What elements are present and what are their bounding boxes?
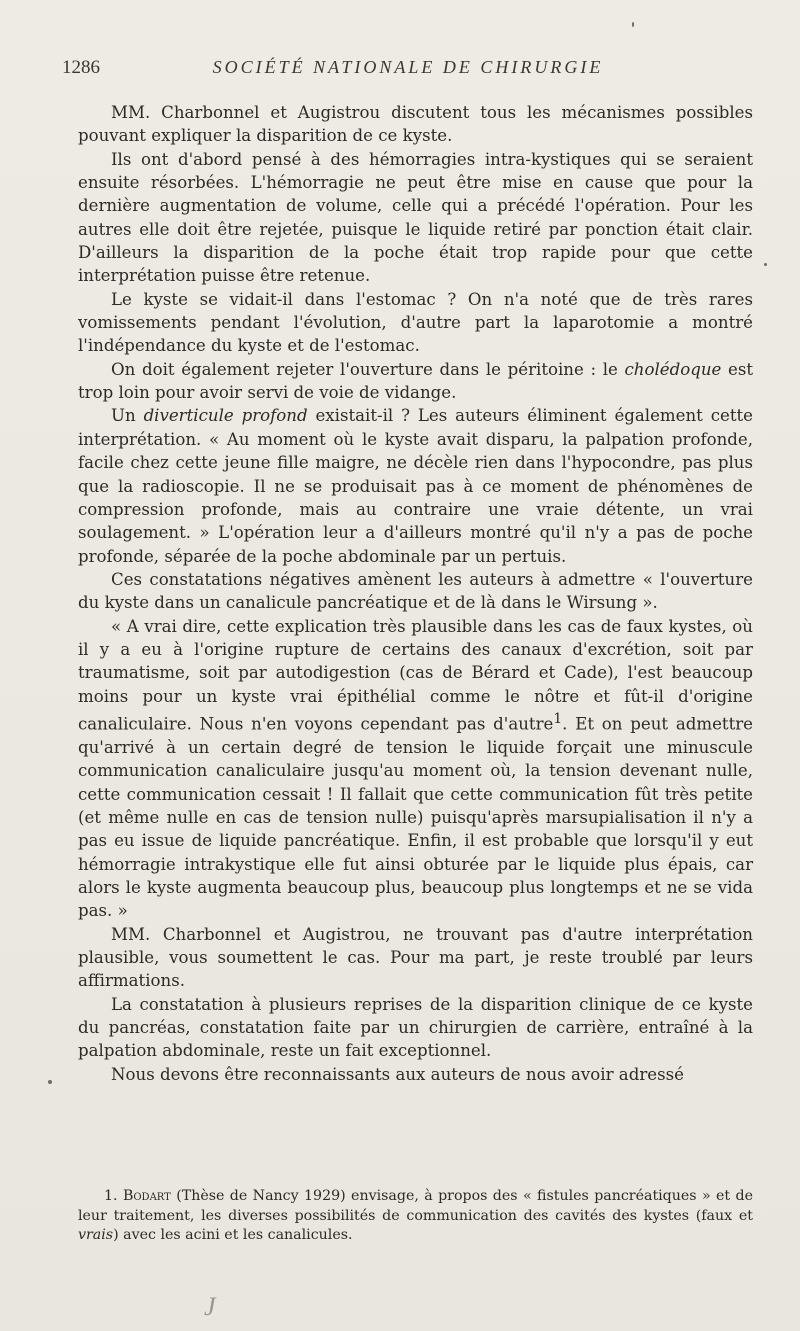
running-title: SOCIÉTÉ NATIONALE DE CHIRURGIE bbox=[212, 57, 604, 77]
footnotes bbox=[78, 1187, 753, 1246]
paragraph: La constatation à plusieurs reprises de la disparition clinique de ce kyste du pancréas, constatation faite par un chirurgien de carrière, entraîné à la palpation abdominale, reste un fait exceptionnel. bbox=[78, 994, 753, 1061]
text-run: « A vrai dire, cette explication très plausible dans les cas de faux kystes, où il y a eu à l'origine rupture de certains des canaux d'excrétion, soit par traumatisme, soit par autodigestion (cas de Bérard et Cade), l'est beaucoup moins pour un kyste vrai épithélial comme le nôtre et fût-il d'origine canaliculaire. Nous n'en voyons cependant pas d'autre bbox=[78, 616, 753, 734]
text-run: On doit également rejeter l'ouverture dans le péritoine : le bbox=[111, 359, 625, 379]
footnote-author: Bodart bbox=[122, 1188, 171, 1204]
footnote-number: 1. bbox=[104, 1188, 118, 1204]
italic-term: diverticule profond bbox=[143, 406, 308, 426]
text-run: existait-il ? Les auteurs éliminent également cette interprétation. « Au moment où le kyste avait disparu, la palpation profonde, facile chez cette jeune fille maigre, ne décèle rien dans l'hypocondre, pas plus que la radioscopie. Il ne se produisait pas à ce moment de phénomènes de compression profonde, mais au contraire une vraie détente, un vrai soulagement. » L'opération leur a d'ailleurs montré qu'il n'y a pas de poche profonde, séparée de la poche abdominale par un pertuis. bbox=[78, 406, 753, 566]
speck bbox=[632, 22, 634, 27]
footnote-ref: 1 bbox=[553, 710, 563, 727]
paragraph: MM. Charbonnel et Augistrou, ne trouvant pas d'autre interprétation plausible, vous soumettent le cas. Pour ma part, je reste troublé par leurs affirmations. bbox=[78, 924, 753, 991]
italic-term: vrais bbox=[78, 1227, 114, 1244]
speck bbox=[48, 1080, 52, 1084]
paragraph: Le kyste se vidait-il dans l'estomac ? On n'a noté que de très rares vomissements pendant l'évolution, d'autre part la laparotomie a montré l'indépendance du kyste et de l'estomac. bbox=[78, 289, 753, 356]
paragraph: MM. Charbonnel et Augistrou discutent tous les mécanismes possibles pouvant expliquer la disparition de ce kyste. bbox=[78, 103, 753, 146]
speck bbox=[764, 263, 767, 266]
paragraph: Ces constatations négatives amènent les auteurs à admettre « l'ouverture du kyste dans un canalicule pancréatique et de là dans le Wirsung ». bbox=[78, 569, 753, 613]
text-run: (Thèse de Nancy 1929) envisage, à propos des « fistules pancréatiques » et de leur traitement, les diverses possibilités de communication des cavités des kystes (faux et bbox=[78, 1188, 753, 1224]
page-number: 1286 bbox=[62, 57, 100, 78]
paragraph bbox=[78, 404, 753, 567]
text-run: Un bbox=[111, 406, 144, 426]
paragraph bbox=[78, 615, 753, 923]
paragraph bbox=[78, 358, 753, 405]
footnote bbox=[78, 1187, 753, 1246]
paragraph: Ils ont d'abord pensé à des hémorragies intra-kystiques qui se seraient ensuite résorbées. L'hémorragie ne peut être mise en cause que pour la dernière augmentation de volume, celle qui a précédé l'opération. Pour les autres elle doit être rejetée, puisque le liquide retiré par ponction était clair. D'ailleurs la disparition de la poche était trop rapide pour que cette interprétation puisse être retenue. bbox=[78, 149, 753, 286]
paragraph: Nous devons être reconnaissants aux auteurs de nous avoir adressé bbox=[111, 1064, 684, 1084]
text-run: ) avec les acini et les canalicules. bbox=[113, 1227, 353, 1244]
page-header bbox=[62, 57, 754, 85]
text-run: . Et on peut admettre qu'arrivé à un certain degré de tension le liquide forçait une minuscule communication canaliculaire jusqu'au moment où, la tension devenant nulle, cette communication cessait ! Il fallait que cette communication fût très petite (et même nulle en cas de tension nulle) puisqu'après marsupialisation il n'y a pas eu issue de liquide pancréatique. Enfin, il est probable que lorsqu'il y eut hémorragie intrakystique elle fut ainsi obturée par le liquide plus épais, car alors le kyste augmenta beaucoup plus, beaucoup plus longtemps et ne se vida pas. » bbox=[78, 714, 753, 921]
text-run: est trop loin pour avoir servi de voie de vidange. bbox=[78, 359, 754, 403]
stray-mark: J bbox=[204, 1292, 216, 1321]
italic-term: cholédoque bbox=[624, 359, 722, 379]
body-text bbox=[78, 101, 753, 1086]
